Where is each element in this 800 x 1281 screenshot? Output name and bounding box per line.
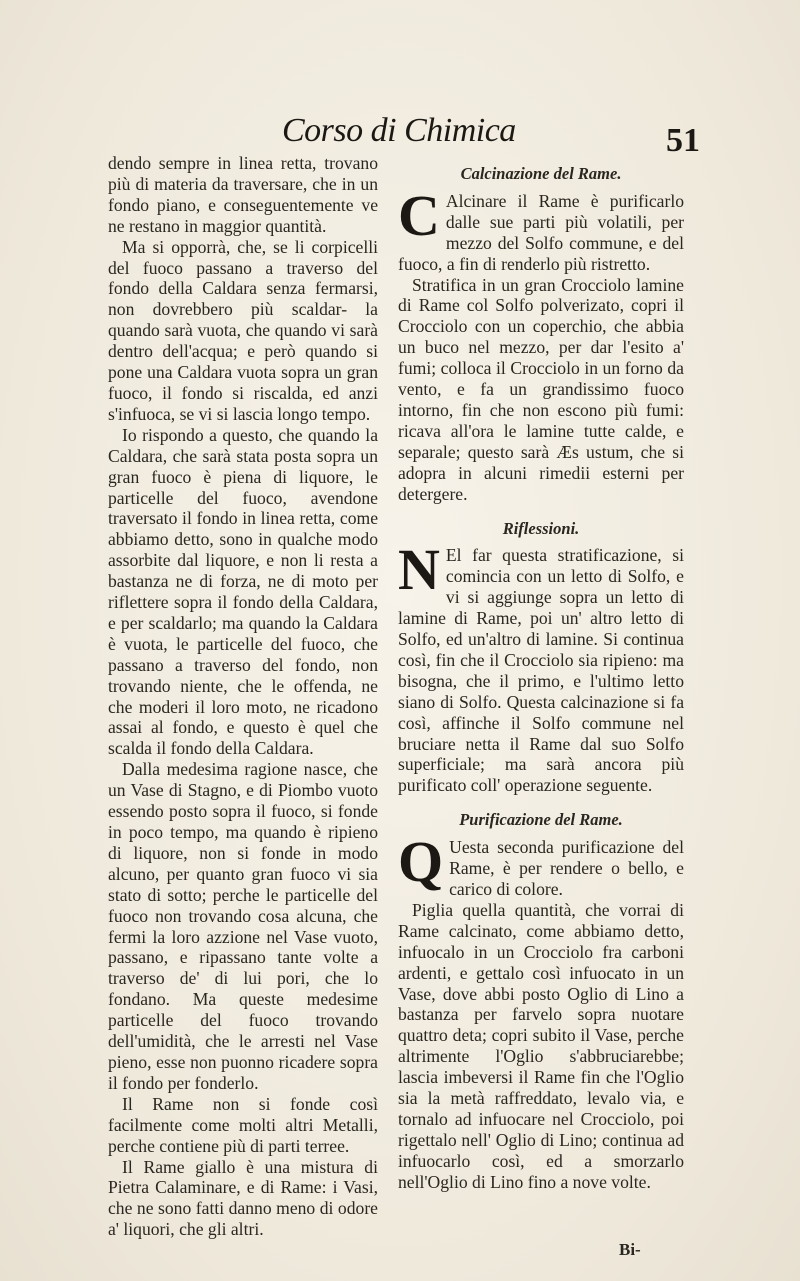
section-1-paragraph-2: Stratifica in un gran Crocciolo lamine di Rame col Solfo polverizato, copri il Crocciolo con un coperchio, che abbia un buco nel mezzo, per dar l'esito a' fumi; colloca il Crocciolo in un forno da vento, e fa un grandissimo fuoco intorno, fin che non escono più fumi: ricava all'ora le lamine tutte calde, e separale; questo sarà Æs ustum, che si adopra in alcuni rimedii esterni per detergere. [398, 274, 684, 504]
catchword: Bi- [619, 1240, 641, 1259]
section-3-paragraph-1 [398, 829, 684, 900]
dropcap: N [398, 537, 440, 603]
left-column [108, 153, 378, 1240]
dropcap: C [398, 182, 440, 248]
left-paragraph-1: dendo sempre in linea retta, trovano più di materia da traversare, che in un fondo piano, e conseguentemente ve ne restano in maggior quantità. [108, 153, 378, 236]
section-heading-riflessioni: Riflessioni. [502, 518, 580, 538]
section-heading-calcinazione: Calcinazione del Rame. [460, 164, 622, 183]
section-1-paragraph-1 [398, 182, 684, 275]
dropcap: Q [398, 829, 444, 895]
left-paragraph-3: Io rispondo a questo, che quando la Caldara, che sarà stata posta sopra un gran fuoco è piena di liquore, le particelle del fuoco, avendone traversato il fondo in linea retta, come abbiamo detto, sono in qualche modo assorbite dal liquore, e non li resta a bastanza ne di forza, ne di moto per riflettere sopra il fondo della Caldara, e per scaldarlo; ma quando la Caldara è vuota, le particelle del fuoco, che passano a traverso del fondo, non trovando niente, che le offenda, ne che moderi il loro moto, ne ricadono assai al fondo, e questo è quel che scalda il fondo della Caldara. [108, 424, 378, 759]
left-paragraph-4: Dalla medesima ragione nasce, che un Vase di Stagno, e di Piombo vuoto essendo posto sopra il fuoco, si fonde in poco tempo, ma quando è ripieno di liquore, non si fonde in modo alcuno, per quanto gran fuoco vi sia stato di sotto; perche le particelle del fuoco non trovando cosa alcuna, che fermi la loro azzione nel Vase vuoto, passano, e ripassano tante volte a traverso de' di lui pori, che lo fondano. Ma queste medesime particelle del fuoco trovando dell'umidità, che le arresti nel Vase pieno, esse non puonno ricadere sopra il fondo per fonderlo. [108, 759, 378, 1093]
section-3-paragraph-2: Piglia quella quantità, che vorrai di Rame calcinato, come abbiamo detto, infuocalo in un Crocciolo fra carboni ardenti, e gettalo così infuocato in un Vase, dove abbi posto Oglio di Lino a bastanza per farvelo sopra nuotare quattro deta; copri subito il Vase, perche altrimente l'Oglio s'abbruciarebbe; lascia imbeversi il Rame fin che l'Oglio sia la metà raffreddato, levalo via, e tornalo ad infuocare nel Crocciolo, poi rigettalo nell' Oglio di Lino; continua ad infuocarlo così, ed a smorzarlo nell'Oglio di Lino fino a nove volte. [398, 899, 684, 1192]
section-2-text-1: El far questa stratificazione, si comincia con un letto di Solfo, e vi si aggiunge sopra un letto di lamine di Rame, poi un' altro letto di Solfo, ed un'altro di lamine. Si continua così, fin che il Crocciolo sia ripieno: ma bisogna, che il primo, e l'ultimo letto siano di Solfo. Questa calcinazione si fa così, affinche il Solfo commune nel bruciare netta il Rame dal suo Solfo superficiale; ma sarà ancora più purificato coll' operazione seguente. [398, 545, 684, 796]
left-paragraph-2: Ma si opporrà, che, se li corpicelli del fuoco passano a traverso del fondo della Caldara senza fermarsi, non dovrebbero più scaldar- la quando sarà vuota, che quando vi sarà dentro dell'acqua; e però quando si pone una Caldara vuota sopra un gran fuoco, il fondo si riscalda, ed anzi s'infuoca, se vi si lascia longo tempo. [108, 236, 378, 424]
right-column [398, 162, 684, 1193]
section-1-text-1: Alcinare il Rame è purificarlo dalle sue parti più volatili, per mezzo del Solfo commune, e del fuoco, a fin di renderlo più ristretto. [398, 190, 684, 274]
section-heading-purificazione: Purificazione del Rame. [459, 810, 623, 830]
section-2-paragraph-1 [398, 537, 684, 796]
running-head: Corso di Chimica [282, 112, 516, 149]
page-number: 51 [666, 122, 700, 159]
section-3-text-1: Uesta seconda purificazione del Rame, è per rendere o bello, e carico di colore. [449, 837, 684, 899]
left-paragraph-6: Il Rame giallo è una mistura di Pietra Calaminare, e di Rame: i Vasi, che ne sono fatti danno meno di odore a' liquori, che gli altri. [108, 1156, 378, 1240]
left-paragraph-5: Il Rame non si fonde così facilmente come molti altri Metalli, perche contiene più di parti terree. [108, 1093, 378, 1156]
